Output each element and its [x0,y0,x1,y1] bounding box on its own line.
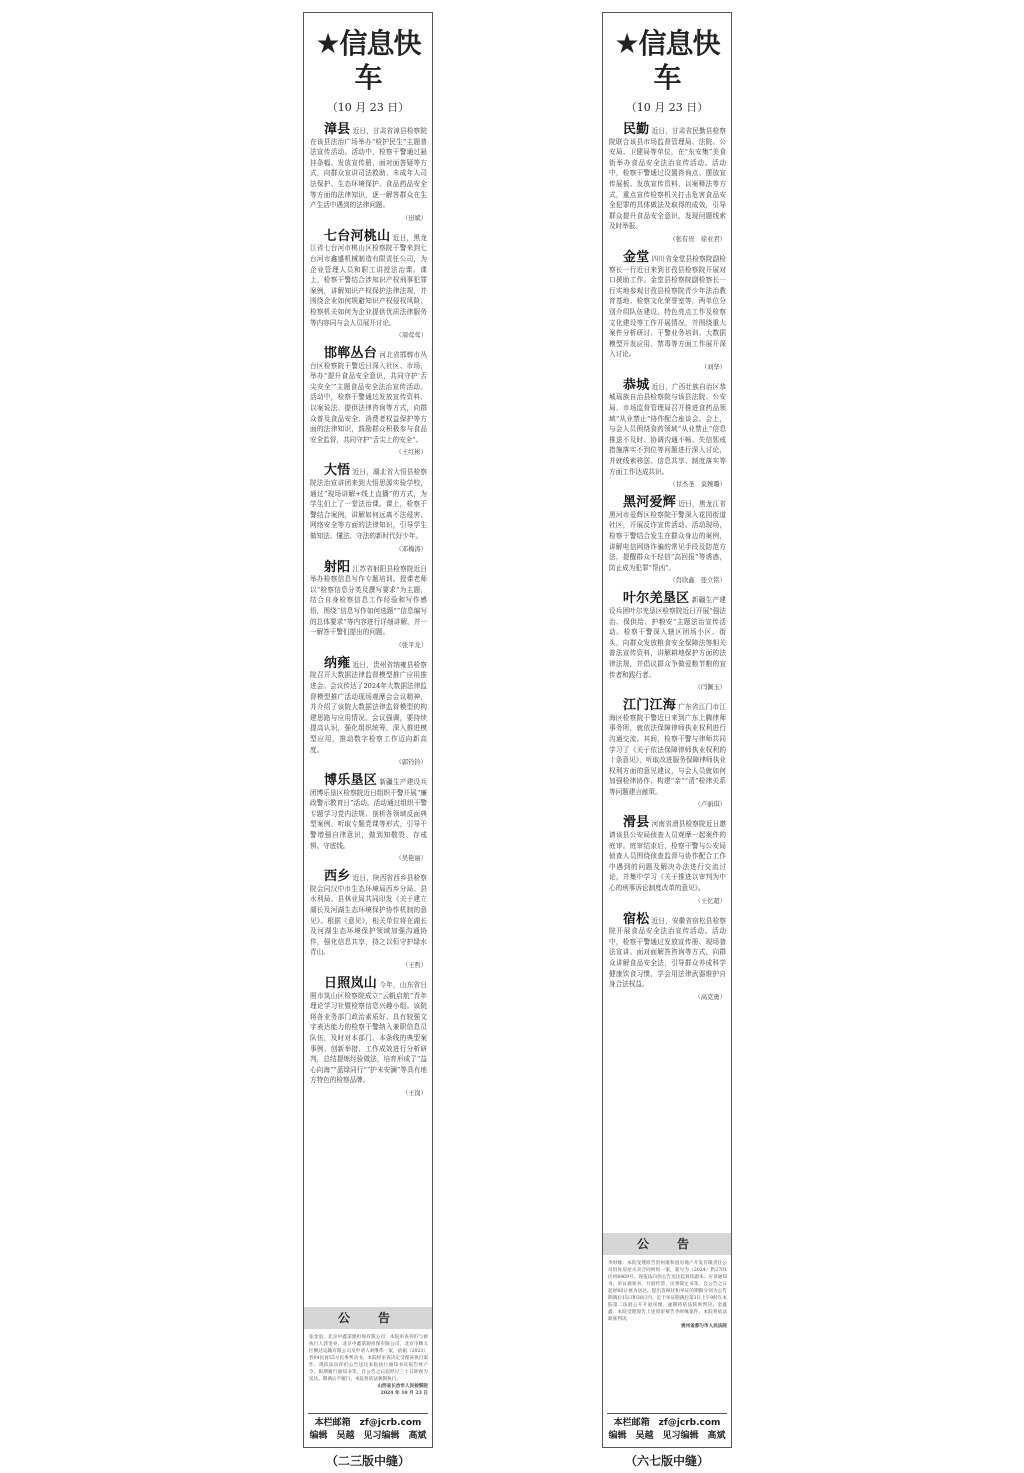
mail-link[interactable]: zf@jcrb.com [658,1418,721,1428]
notice-signature-date: 2024 年 10 月 23 日 [380,1391,428,1396]
notice-header: 公 告 [304,1307,432,1329]
news-item-headline: 大悟 [324,463,351,479]
news-item-text [310,559,427,638]
news-item-body: 近日，甘肃省漳县检察院在该县法治广场举办“检护民生”主题普法宣传活动。活动中，检察干警通过悬挂条幅、发放宣传册、面对面答疑等方式，向群众宣讲司法救助、未成年人司法保护、生态环境保护、食品药品安全等方面的法律知识，逐一解答群众在生产生活中遇到的法律问题。 [310,127,427,210]
editor-credits: 编辑 吴越 见习编辑 高斌 [608,1431,726,1441]
news-item [304,976,432,1097]
news-item-byline: （王忆超） [694,897,726,905]
news-item-body: 新疆生产建设兵团叶尔羌垦区检察院近日开展“强法治、保供给、护粮安”主题法治宣传活动。检察干警深入辖区团场小区、街头，向群众发放粮食安全保障法等相关普法宣传资料，讲解耕地保护方面的法律法规，并倡议群众争做爱粮节粮的宣传者和践行者。 [609,596,726,679]
news-item-body: 近日，湖北省大悟县检察院法治宣讲团来到大悟思源实验学校，通过“现场讲解+线上直播”的方式，为学生们上了一堂法治课。课上，检察干警结合案例，讲解如何远离不法侵害、网络安全等方面的法律知识，引导学生做知法、懂法、守法的新时代好少年。 [310,468,427,540]
news-item-body: 广东省江门市江海区检察院干警近日来到广东上腾律师事务所，就依法保障律师执业权利进行沟通交流。其间，检察干警与律师共同学习了《关于依法保障律师执业权利的十条意见》，听取改进服务保障律师执业权利方面的意见建议，与会人员就如何加强检律协作、构建“亲”“清”检律关系等问题建言献策。 [609,703,726,796]
news-item-byline: （张有贵 徐亚君） [669,235,726,243]
news-item-byline: （刘华） [700,363,726,371]
news-item-byline: （肖欣鑫 张立铭） [669,577,726,585]
news-item [603,911,731,1001]
news-item-headline: 金堂 [623,249,650,265]
news-item-byline: （邓梅涛） [395,545,427,553]
news-item-text [609,122,726,232]
news-item-headline: 宿松 [623,911,650,927]
news-item-byline: （王红彬） [395,449,427,457]
news-item-text [310,346,427,445]
news-item-headline: 日照岚山 [324,976,377,991]
mail-label: 本栏邮箱 [314,1418,351,1428]
news-item-headline: 七台河桃山 [324,228,391,244]
column-caption: （二三版中缝） [325,1454,410,1468]
news-item-headline: 恭城 [623,377,650,393]
news-item-text [609,911,726,990]
issue-date: （10 月 23 日） [625,101,709,114]
news-item [304,869,432,969]
news-item-headline: 民勤 [623,122,650,137]
notice-signature-org: 贵州省都匀市人民法院 [681,1324,727,1329]
news-item [304,559,432,649]
news-item-body: 河北省邯郸市丛台区检察院干警近日深入社区、市场，举办“提升食品安全意识，共同守护‘舌尖安全’”主题食品安全法治宣传活动。活动中，检察干警通过发放宣传资料、以案说法、提供法律咨询等方式，向群众普及食品安全、消费者权益保护等方面的法律知识，鼓励群众积极参与食品安全监督，共同守护“舌尖上的安全”。 [310,351,427,444]
news-item-headline: 博乐垦区 [324,773,377,789]
right-column [602,12,732,1448]
news-item-byline: （周莺莺） [395,332,427,340]
news-item-body: 近日，广西壮族自治区恭城瑶族自治县检察院与该县法院、公安局、市场监督管理局召开推进食药品领域“从业禁止”协作配合座谈会。会上，与会人员围绕食药领域“从业禁止”信息推送不及时、协调沟通不畅、失信惩戒措施落实不到位等问题进行深入讨论，并就线索移送、信息共享、制度落实等方面工作达成共识。 [609,382,726,476]
news-item-body: 近日，安徽省宿松县检察院开展食品安全法治宣传活动。活动中，检察干警通过发放宣传册、现场普法宣讲、面对面解答咨询等方式，向群众讲解食品安全法，引导群众养成科学健康饮食习惯，学会用法律武器维护自身合法权益。 [609,916,726,989]
news-list [603,122,731,1001]
news-item-headline: 西乡 [324,869,351,885]
news-item-text [609,249,726,360]
news-item-body: 今年，山东省日照市岚山区检察院成立“云帆启航”青年理论学习社暨检察信息兴趣小组。该院将各业务部门政治素质好、具有较强文字表达能力的检察干警纳入兼职信息员队伍，及时对本部门、本条线的典型案事例、创新举措、工作成效进行分析研判，总结提炼经验做法，培育形成了“益心向海”“蓝绿同行”“护未安澜”等具有地方特色的检察品牌。 [310,981,427,1085]
news-item-body: 四川省金堂县检察院副检察长一行近日来到甘孜县检察院开展对口援助工作。金堂县检察院副检察长一行实地参观甘孜县检察院青少年法治教育基地、检察文化荣誉室等，两单位分别介绍队伍建设、特色亮点工作及检察文化建设等工作开展情况，并围绕重大案件分析研讨、干警业务培训、大数据模型开发应用、禁毒等方面工作展开深入讨论。 [609,254,726,359]
news-item [603,122,731,243]
news-item-byline: （郭钤钤） [395,759,427,767]
news-item-text [609,815,726,893]
news-item-body: 近日，黑龙江省七台河市桃山区检察院干警来到七台河市鑫盛机械制造有限责任公司，为企业管理人员和职工讲授法治课。课上，检察干警结合涉知识产权刑事犯罪案例，讲解知识产权保护法律法规，并围绕企业如何规避知识产权侵权风险、检察机关如何为企业提供优质法律服务等内容同与会人员展开讨论。 [310,233,427,327]
masthead: ★信息快车 [315,27,421,94]
news-item-headline: 江门江海 [623,698,676,714]
news-item [304,463,432,553]
news-item [603,377,731,489]
issue-date: （10 月 23 日） [326,101,410,114]
news-item [603,815,731,905]
news-item-text [609,495,726,573]
news-item-byline: （甘杰圣 莫婉璐） [669,481,726,489]
news-item-text [310,122,427,211]
news-item-text [310,228,427,328]
column-footer [304,1413,432,1443]
left-column [303,12,433,1448]
news-item [603,698,731,809]
news-item [304,346,432,457]
news-item-byline: （闫佩玉） [694,684,726,692]
news-item-byline: （吴艳丽） [395,855,427,863]
news-item-body: 河南省滑县检察院近日邀请该县公安局侦查人员观摩一起案件的庭审。庭审结束后，检察干警与公安局侦查人员围绕侦查监督与协作配合工作中遇到的问题及解决办法进行交流讨论，并集中学习《关于推进以审判为中心的刑事诉讼制度改革的意见》。 [609,820,726,893]
notice-text: 李时缘：本院受理原告贵州康和园房地产开发有限责任公司诉你房屋买卖合同纠纷一案，案号为（2024）黔2701民初6469号。现依法向你公告送达起诉状副本、应诉通知书、举证通知书、开庭传票、民事裁定书等。自公告之日起经60日视为送达。提出答辩状和举证的期限分别为公告期满后15日和30日内。定于举证期满后第3日上午9时在本院第二法庭公开开庭审理，逾期将依法缺席判决。金鑫鑫：本院受理原告上述原审被告李时缘案件，本院将依法缺席判决。 [608,1261,727,1322]
news-item-body: 近日，贵州省纳雍县检察院召开大数据法律监督模型推广应用推进会。会议传达了2024年大数据法律监督模型推广活动现场观摩会会议精神，并介绍了该院大数据法律监督模型的构建思路与应用情况。会议强调，要持续提高认识，强化组织统筹，深入推进模型应用，推动数字检察工作迈向新高度。 [310,660,427,754]
masthead: ★信息快车 [614,27,720,94]
news-item-text [310,869,427,958]
news-item [304,655,432,767]
mail-label: 本栏邮箱 [613,1418,650,1428]
news-item-body: 近日，甘肃省民勤县检察院联合该县市场监督管理局、法院、公安局、卫健局等单位，在“东安集”美食街举办食品安全法治宣传活动。活动中，检察干警通过设置咨询点、摆放宣传展板、发放宣传资料、以案释法等方式，重点宣传检察机关打击危害食品安全犯罪的具体做法及取得的成效，引导群众提升食品安全意识，发现问题线索及时举报。 [609,127,726,231]
news-item-byline: （王岗） [401,1089,427,1097]
news-item-text [310,655,427,755]
editor-credits: 编辑 吴越 见习编辑 高斌 [309,1431,427,1441]
news-item-headline: 漳县 [324,122,351,137]
news-item-byline: （王哲） [401,962,427,969]
news-item-headline: 滑县 [623,815,650,831]
notice-signature-org: 山西省长治市人民检察院 [377,1384,428,1389]
news-item [603,591,731,692]
news-item-body: 近日，黑龙江省黑河市爱辉区检察院干警深入花园街道社区，开展反诈宣传活动。活动现场，检察干警结合发生在群众身边的案例，讲解电信网络诈骗的常见手段及防范方法，提醒群众不轻信“高回报”等诱惑，防止成为犯罪“帮凶”。 [609,500,726,572]
news-item-byline: （卢丽琪） [694,801,726,809]
news-item-headline: 叶尔羌垦区 [623,591,690,607]
news-item-byline: （高克勇） [694,993,726,1001]
news-item-text [609,698,726,797]
news-item [304,122,432,222]
news-item-byline: （田斌） [401,214,427,222]
news-item-body: 江苏省射阳县检察院近日举办检察信息写作专题培训。授课老师以“检察信息分类及撰写要求”为主题，结合自身检察信息工作经验和写作感悟，围绕“信息写作如何选题”“信息编写的总体要求”等内容进行详细讲解，并一一解答干警们提出的问题。 [310,564,427,637]
notice-body [309,1334,428,1397]
news-item [603,249,731,371]
column-caption: （六七版中缝） [624,1454,709,1468]
notice-header: 公 告 [603,1233,731,1255]
news-item-text [310,976,427,1086]
news-item [304,228,432,340]
news-item-text [609,591,726,680]
mail-link[interactable]: zf@jcrb.com [359,1418,422,1428]
news-item-text [310,773,427,851]
news-item-text [310,463,427,541]
news-item-text [609,377,726,477]
notice-text: 张金浪、北京中鑫诺源担保有限公司：本院审查你们与被执行人郭金亮、北京中鑫诺源担保有限公司、北京市顺义区腾达运输有限公司及申请人刘继伟一案，依据（2023）晋04民再55号民事判决书，本院经审查决定受理该执行案件。现依法向你们公告送达本院执行通知书及报告财产令、限期履行通知书等，自公告之日起经过三十日即视为送达。期满后不履行，本院将依法强制执行。 [309,1335,428,1382]
news-list [304,122,432,1097]
news-item-headline: 射阳 [324,559,351,575]
news-item-body: 新疆生产建设兵团博乐垦区检察院近日组织干警开展“廉政警示教育日”活动。活动通过组织干警专题学习党内法规、剖析各领域反面典型案例、听取专题党课等形式，引导干警增强自律意识，做到知敬畏、存戒惧、守底线。 [310,778,427,850]
news-item [304,773,432,863]
news-item [603,495,731,585]
news-item-headline: 邯郸丛台 [324,346,377,362]
notice-body [608,1260,727,1330]
column-footer [603,1413,731,1443]
news-item-byline: （张平龙） [395,641,427,649]
news-item-headline: 黑河爱辉 [623,495,676,511]
news-item-headline: 纳雍 [324,655,351,671]
news-item-body: 近日，陕西省西乡县检察院会同汉中市生态环境局西乡分局、县水利局、县林业局共同印发《关于建立湖长及河湖生态环境保护协作机制的意见》。根据《意见》，相关单位将在湖长及河湖生态环境保护领域加强沟通协作，强化信息共享，持之以恒守护绿水青山。 [310,874,427,957]
